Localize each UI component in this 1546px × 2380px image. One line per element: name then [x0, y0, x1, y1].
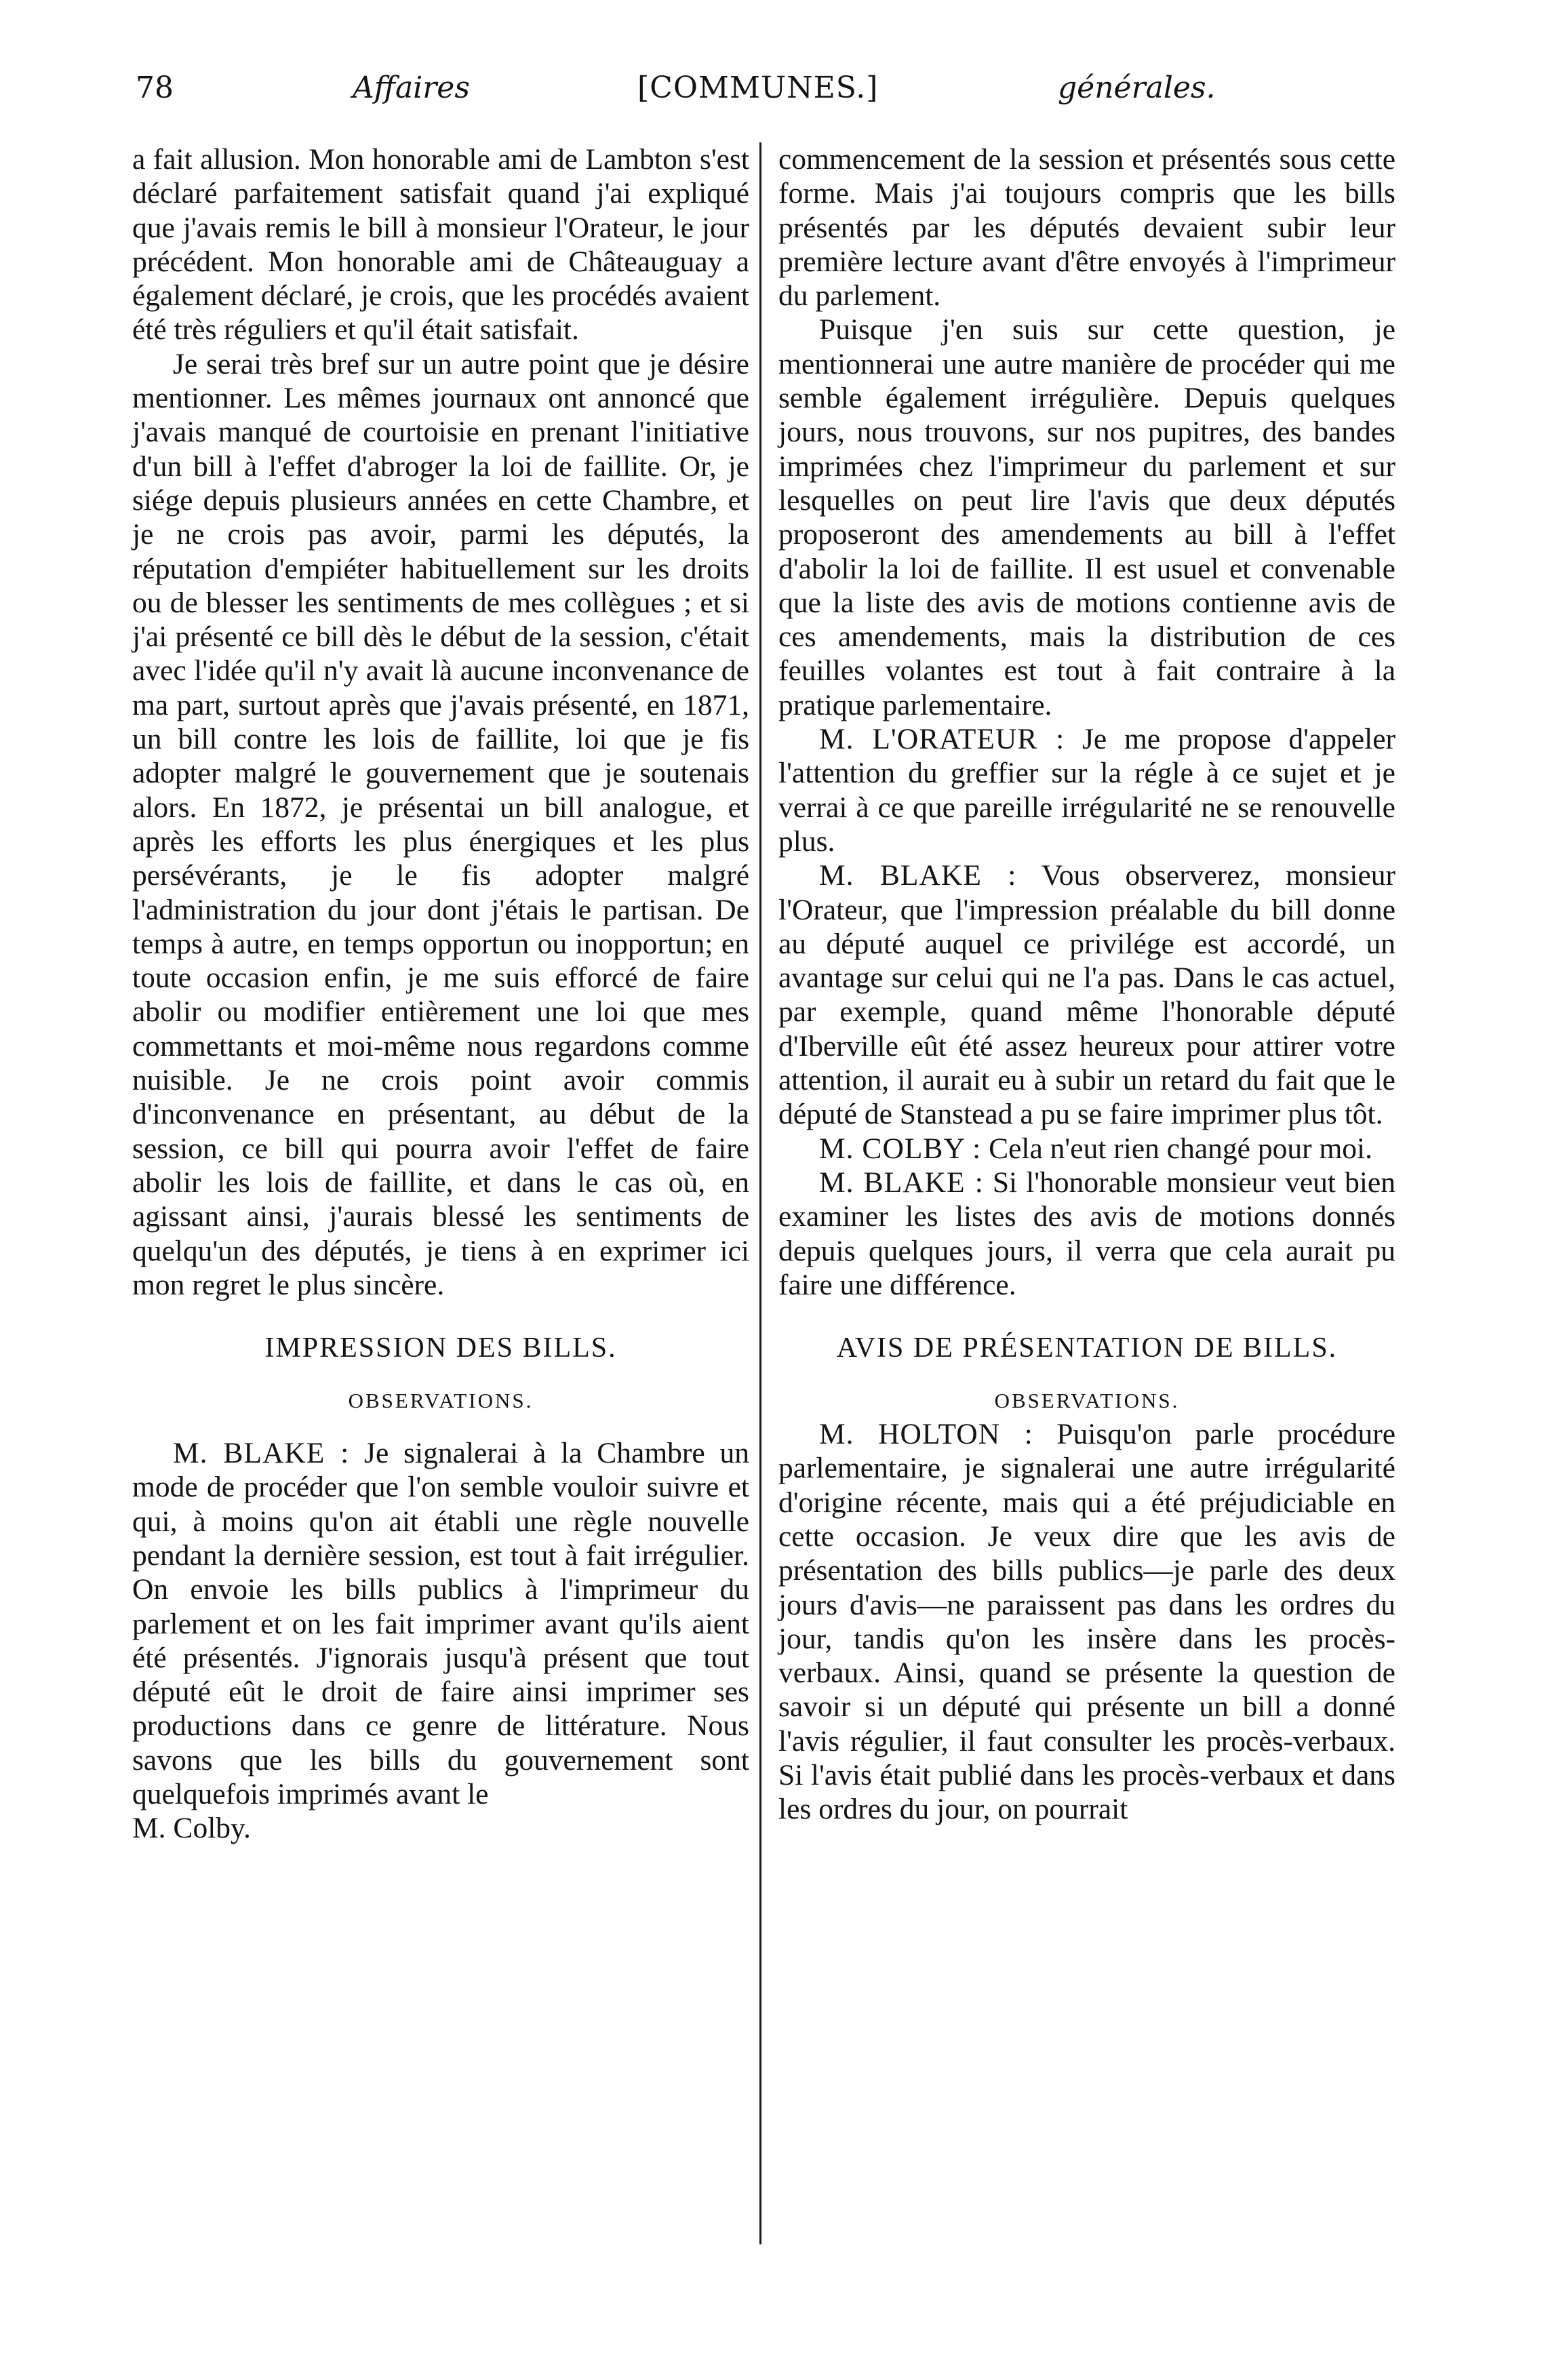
speaker-name: M. L'ORATEUR :: [819, 723, 1065, 756]
speaker-name: M. BLAKE :: [819, 1166, 984, 1199]
paragraph: commencement de la session et présentés sous cette forme. Mais j'ai toujours compris que les bills présentés par les députés devaient subir leur première lecture avant d'être envoyés à l'imprimeur du parlement.: [778, 143, 1395, 313]
section-heading: AVIS DE PRÉSENTATION DE BILLS.: [836, 1332, 1338, 1364]
running-header: [136, 68, 1221, 129]
paragraph: a fait allusion. Mon honorable ami de Lambton s'est déclaré parfaitement satisfait quand j'ai expliqué que j'avais remis le bill à monsieur l'Orateur, le jour précédent. Mon honorable ami de Châteauguay a également déclaré, je crois, que les procédés avaient été très réguliers et qu'il était satisfait.: [132, 143, 749, 346]
speech-text: Cela n'eut rien changé pour moi.: [981, 1132, 1372, 1165]
section-heading: IMPRESSION DES BILLS.: [264, 1332, 617, 1364]
speech-text: Si l'honorable monsieur veut bien examiner les listes des avis de motions donnés depuis quelques jours, il verra que cela aurait pu faire une différence.: [778, 1166, 1395, 1301]
speech-text: Je me propose d'appeler l'attention du greffier sur la régle à ce sujet et je verrai à ce que pareille irrégularité ne se renouvelle plus.: [778, 723, 1395, 858]
paragraph: Puisque j'en suis sur cette question, je mentionnerai une autre manière de procéder qui me semble également irrégulière. Depuis quelques jours, nous trouvons, sur nos pupitres, des bandes imprimées chez l'imprimeur du parlement et sur lesquelles on peut lire l'avis que deux députés proposeront des amendements au bill à l'effet d'abolir la loi de faillite. Il est usuel et convenable que la liste des avis de motions contienne avis de ces amendements, mais la distribution de ces feuilles volantes est tout à fait contraire à la pratique parlementaire.: [778, 313, 1395, 721]
paragraph: [778, 1417, 1395, 1827]
page-number: 78: [136, 71, 174, 105]
section-subheading: OBSERVATIONS.: [348, 1389, 534, 1413]
left-column: [132, 142, 749, 1846]
paragraph: [132, 1436, 749, 1811]
paragraph: [778, 1132, 1395, 1166]
speech-text: Puisqu'on parle procédure parlementaire, je signalerai une autre irrégularité d'origine récente, mais qui a été préjudiciable en cette occasion. Je veux dire que les avis de présentation des bills publics—je parle des deux jours d'avis—ne paraissent pas dans les ordres du jour, tandis qu'on les insère dans les procès-verbaux. Ainsi, quand se présente la question de savoir si un député qui présente un bill a donné l'avis régulier, il faut consulter les procès-verbaux. Si l'avis était publié dans les procès-verbaux et dans les ordres du jour, on pourrait: [778, 1418, 1395, 1826]
column-divider: [759, 142, 761, 2244]
header-right-title: générales.: [1058, 71, 1216, 105]
right-column: [778, 142, 1395, 1827]
section-subheading: OBSERVATIONS.: [994, 1389, 1180, 1413]
paragraph: Je serai très bref sur un autre point que je désire mentionner. Les mêmes journaux ont annoncé que j'avais manqué de courtoisie en prenant l'initiative d'un bill à l'effet d'abroger la loi de faillite. Or, je siége depuis plusieurs années en cette Chambre, et je ne crois pas avoir, parmi les députés, la réputation d'empiéter habituellement sur les droits ou de blesser les sentiments de mes collègues ; et si j'ai présenté ce bill dès le début de la session, c'était avec l'idée qu'il n'y avait là aucune inconvenance de ma part, surtout après que j'avais présenté, en 1871, un bill contre les lois de faillite, loi que je fis adopter malgré le gouvernement que je soutenais alors. En 1872, je présentai un bill analogue, et après les efforts les plus énergiques et les plus persévérants, je le fis adopter malgré l'administration du jour dont j'étais le partisan. De temps à autre, en temps opportun ou inopportun; en toute occasion enfin, je me suis efforcé de faire abolir ou modifier entièrement une loi que mes commettants et moi-même nous regardons comme nuisible. Je ne crois point avoir commis d'inconvenance en présentant, au début de la session, ce bill qui pourra avoir l'effet de faire abolir les lois de faillite, et dans le cas où, en agissant ainsi, j'aurais blessé les sentiments de quelqu'un des députés, je tiens à en exprimer ici mon regret le plus sincère.: [132, 347, 749, 1301]
speaker-name: M. COLBY :: [819, 1132, 982, 1165]
speech-text: Je signalerai à la Chambre un mode de procéder que l'on semble vouloir suivre et qui, à moins qu'on ait établi une règle nouvelle pendant la dernière session, est tout à fait irrégulier. On envoie les bills publics à l'imprimeur du parlement et on les fait imprimer avant qu'ils aient été présentés. J'ignorais jusqu'à présent que tout député eût le droit de faire ainsi imprimer ses productions dans ce genre de littérature. Nous savons que les bills du gouvernement sont quelquefois imprimés avant le: [132, 1437, 750, 1811]
paragraph: [778, 1166, 1395, 1302]
speaker-name: M. BLAKE :: [173, 1437, 350, 1470]
header-center-title: [COMMUNES.]: [637, 71, 879, 105]
speaker-name: M. BLAKE :: [819, 859, 1017, 892]
signature: M. Colby.: [132, 1812, 251, 1845]
speaker-name: M. HOLTON :: [819, 1418, 1033, 1451]
header-left-title: Affaires: [353, 71, 470, 105]
paragraph: [778, 858, 1395, 1131]
speech-text: Vous observerez, monsieur l'Orateur, que l'impression préalable du bill donne au député auquel ce privilége est accordé, un avantage sur celui qui ne l'a pas. Dans le cas actuel, par exemple, quand même l'honorable député d'Iberville eût été assez heureux pour attirer votre attention, il aurait eu à subir un retard du fait que le député de Stanstead a pu se faire imprimer plus tôt.: [778, 859, 1396, 1131]
paragraph: [778, 722, 1395, 858]
